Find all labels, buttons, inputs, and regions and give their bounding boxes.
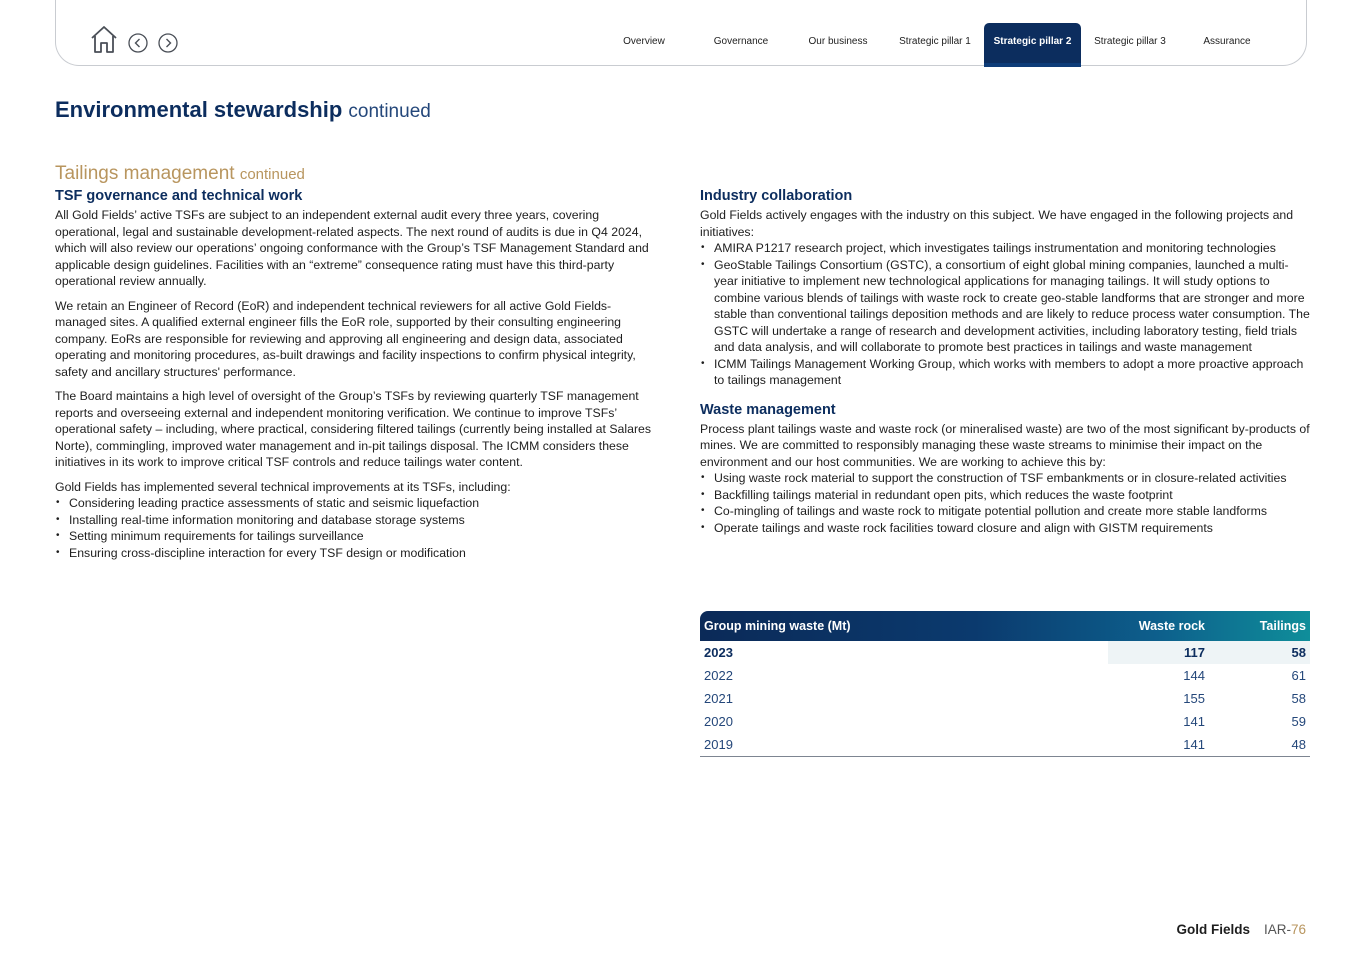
page-title [55, 97, 431, 123]
page-title-text: Environmental stewardship [55, 97, 343, 122]
list-item: • GeoStable Tailings Consortium (GSTC), a consortium of eight global mining companies, launched a multi-year initiative to implement new technological applications for managing tailings. It will study options to combine various blends of tailings with waste rock to create geo-stable landforms that are stronger and more stable than conventional tailings deposition methods and are likely to reduce process water consumption. The GSTC will undertake a range of research and development activities, including laboratory testing, field trials and data analysis, and will collaborate to promote best practices in tailings and waste management [700, 257, 1310, 356]
table-header [700, 611, 1310, 641]
paragraph: Gold Fields actively engages with the industry on this subject. We have engaged in the following projects and initiatives: [700, 208, 1294, 239]
table-row [700, 710, 1310, 733]
industry-collaboration-heading: Industry collaboration [700, 188, 853, 204]
left-column [55, 187, 661, 561]
table-cell-year: 2021 [704, 691, 733, 706]
table-cell-year: 2023 [704, 645, 733, 660]
section-title [55, 163, 305, 185]
collaboration-list [700, 240, 1310, 389]
waste-list [700, 470, 1310, 536]
tab-strategic-pillar-1[interactable]: Strategic pillar 1 [899, 36, 971, 47]
list-item: • AMIRA P1217 research project, which investigates tailings instrumentation and monitoring technologies [700, 240, 1310, 257]
list-item: • Installing real-time information monitoring and database storage systems [55, 512, 661, 529]
table-cell-waste-rock: 117 [1108, 641, 1209, 664]
list-item: • Ensuring cross-discipline interaction for every TSF design or modification [55, 545, 661, 562]
paragraph: Gold Fields has implemented several technical improvements at its TSFs, including: [55, 479, 511, 494]
footer-brand: Gold Fields [1176, 922, 1250, 937]
table-header-cell: Waste rock [1138, 619, 1205, 633]
page-title-suffix: continued [348, 101, 431, 122]
table-row [700, 641, 1310, 664]
list-item: • Co-mingling of tailings and waste rock to mitigate potential pollution and create more stable landforms [700, 503, 1310, 520]
tab-overview[interactable]: Overview [623, 36, 665, 47]
table-cell-year: 2022 [704, 668, 733, 683]
right-column [700, 187, 1310, 536]
tab-strategic-pillar-3[interactable]: Strategic pillar 3 [1094, 36, 1166, 47]
table-cell-waste-rock: 155 [1183, 691, 1205, 706]
paragraph: The Board maintains a high level of oversight of the Group’s TSFs by reviewing quarterly TSF management reports and overseeing external and independent monitoring verification. We continue to improve TSFs’ operational safety – including, where practical, considering filtered tailings (currently being installed at Salares Norte), commingling, improved water management and in-pit tailings disposal. The ICMM considers these initiatives in its work to improve critical TSF controls and reduce tailings water content. [55, 389, 652, 469]
table-cell-year: 2019 [700, 733, 1108, 757]
technical-improvements-list [55, 495, 661, 561]
tab-our-business[interactable]: Our business [808, 36, 868, 47]
tab-governance[interactable]: Governance [713, 36, 769, 47]
table-cell-tailings: 59 [1291, 714, 1306, 729]
list-item: • Setting minimum requirements for tailings surveillance [55, 528, 661, 545]
footer-report-label: IAR- [1263, 922, 1291, 937]
table-row [700, 687, 1310, 710]
list-item: • Using waste rock material to support the construction of TSF embankments or in closure-related activities [700, 470, 1310, 487]
table-cell-tailings: 61 [1291, 668, 1306, 683]
tab-strategic-pillar-2[interactable]: Strategic pillar 2 [984, 23, 1081, 67]
table-cell-tailings: 48 [1209, 733, 1310, 757]
page-footer [1176, 922, 1306, 937]
paragraph: We retain an Engineer of Record (EoR) and independent technical reviewers for all active Gold Fields-managed sites. A qualified external engineer fills the EoR role, supported by their consulting engineering company. EoRs are responsible for reviewing and approving all engineering and design data, associated operating and monitoring procedures, as-built drawings and facility inspections to confirm physical integrity, safety and ancillary structures' performance. [55, 298, 636, 379]
waste-management-heading: Waste management [700, 401, 836, 418]
table-cell-year: 2020 [704, 714, 733, 729]
table-header-cell: Tailings [1259, 619, 1306, 633]
paragraph: All Gold Fields’ active TSFs are subject to an independent external audit every three years, covering operational, legal and sustainable development-related aspects. The next round of audits is due in Q4 2024, which will also review our operations’ ongoing conformance with the Group’s TSF Management Standard and applicable design guidelines. Facilities with an “extreme” consequence rating must have this third-party operational review annually. [55, 208, 649, 288]
page-number: 76 [1290, 922, 1306, 937]
group-mining-waste-table [700, 611, 1310, 757]
table-cell-tailings: 58 [1209, 641, 1310, 664]
paragraph: Process plant tailings waste and waste rock (or mineralised waste) are two of the most significant by-products of mines. We are committed to responsibly managing these waste streams to minimise their impact on the environment and our host communities. We are working to achieve this by: [700, 421, 1310, 469]
table-row [700, 733, 1310, 757]
table-cell-waste-rock: 141 [1108, 733, 1209, 757]
table-row [700, 664, 1310, 687]
list-item: • Operate tailings and waste rock facilities toward closure and align with GISTM requirements [700, 520, 1310, 537]
table-cell-waste-rock: 141 [1183, 714, 1205, 729]
chevron-left-icon[interactable] [128, 33, 148, 53]
table-cell-tailings: 58 [1291, 691, 1306, 706]
tsf-governance-heading: TSF governance and technical work [55, 188, 303, 204]
chevron-right-icon[interactable] [158, 33, 178, 53]
table-header-cell: Group mining waste (Mt) [704, 619, 851, 633]
list-item: • Backfilling tailings material in redundant open pits, which reduces the waste footprint [700, 487, 1310, 504]
list-item: • ICMM Tailings Management Working Group, which works with members to adopt a more proactive approach to tailings management [700, 356, 1310, 389]
table-cell-waste-rock: 144 [1183, 668, 1205, 683]
home-icon[interactable] [90, 25, 118, 55]
list-item: • Considering leading practice assessments of static and seismic liquefaction [55, 495, 661, 512]
tab-assurance[interactable]: Assurance [1203, 36, 1251, 47]
section-title-text: Tailings management [55, 163, 235, 184]
section-title-suffix: continued [239, 166, 305, 183]
